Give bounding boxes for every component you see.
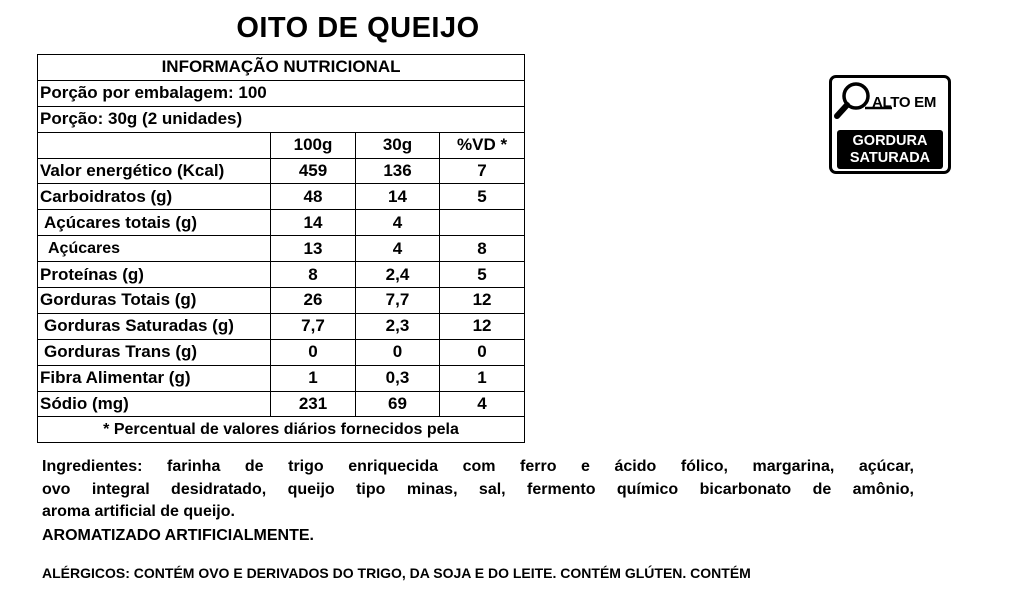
footnote-row: [38, 417, 525, 443]
row-value-vd: 5: [440, 184, 525, 210]
column-header-blank: [38, 132, 271, 158]
row-value-100g: 0: [271, 339, 356, 365]
row-label: Sódio (mg): [38, 391, 271, 417]
aromatizado-notice: AROMATIZADO ARTIFICIALMENTE.: [42, 527, 314, 544]
badge-top: [832, 78, 948, 128]
row-value-30g: 69: [356, 391, 440, 417]
table-row: [38, 236, 525, 262]
allergens-notice: ALÉRGICOS: CONTÉM OVO E DERIVADOS DO TRIGO, DA SOJA E DO LEITE. CONTÉM GLÚTEN. CONTÉM: [42, 565, 751, 581]
column-header-100g: 100g: [271, 132, 356, 158]
product-title: OITO DE QUEIJO: [236, 12, 480, 44]
row-value-vd: 0: [440, 339, 525, 365]
table-row: [38, 339, 525, 365]
column-header-vd: %VD *: [440, 132, 525, 158]
high-saturated-fat-badge: [829, 75, 951, 174]
row-value-vd: 12: [440, 288, 525, 314]
table-footnote: * Percentual de valores diários fornecidos pela: [38, 417, 525, 443]
table-row: [38, 288, 525, 314]
ingredients-line: Ingredientes: farinha de trigo enriquecida com ferro e ácido fólico, margarina, açúcar,: [42, 458, 914, 475]
table-row: [38, 391, 525, 417]
table-row: [38, 210, 525, 236]
row-value-100g: 13: [271, 236, 356, 262]
row-value-vd: 1: [440, 365, 525, 391]
row-label: Açúcares totais (g): [38, 210, 271, 236]
row-value-30g: 4: [356, 210, 440, 236]
row-value-100g: 8: [271, 262, 356, 288]
badge-bottom-line: GORDURA: [852, 133, 928, 149]
row-value-vd: 4: [440, 391, 525, 417]
table-header: INFORMAÇÃO NUTRICIONAL: [38, 55, 525, 81]
table-row: [38, 313, 525, 339]
badge-bottom-line: SATURADA: [849, 150, 931, 166]
row-value-30g: 14: [356, 184, 440, 210]
column-header-30g: 30g: [356, 132, 440, 158]
servings-per-package: Porção por embalagem: 100: [38, 80, 525, 106]
row-value-100g: 459: [271, 158, 356, 184]
row-label: Fibra Alimentar (g): [38, 365, 271, 391]
row-label: Proteínas (g): [38, 262, 271, 288]
row-label: Gorduras Saturadas (g): [38, 313, 271, 339]
row-label: Açúcares: [38, 236, 271, 262]
nutrition-table: [37, 54, 525, 443]
table-header-row: [38, 55, 525, 81]
ingredients-line: ovo integral desidratado, queijo tipo minas, sal, fermento químico bicarbonato de amônio,: [42, 480, 914, 498]
row-value-vd: 8: [440, 236, 525, 262]
table-row: [38, 184, 525, 210]
row-value-100g: 1: [271, 365, 356, 391]
row-value-vd: 7: [440, 158, 525, 184]
row-value-30g: 0: [356, 339, 440, 365]
row-value-30g: 136: [356, 158, 440, 184]
table-row: [38, 158, 525, 184]
row-value-30g: 7,7: [356, 288, 440, 314]
ingredients-line: aroma artificial de queijo.: [42, 503, 235, 520]
row-label: Gorduras Totais (g): [38, 288, 271, 314]
row-value-30g: 0,3: [356, 365, 440, 391]
badge-bottom: [837, 130, 943, 169]
row-value-30g: 2,3: [356, 313, 440, 339]
row-value-100g: 231: [271, 391, 356, 417]
row-label: Carboidratos (g): [38, 184, 271, 210]
row-value-vd: [440, 210, 525, 236]
row-value-30g: 2,4: [356, 262, 440, 288]
serving-size-row: [38, 106, 525, 132]
row-label: Gorduras Trans (g): [38, 339, 271, 365]
row-value-100g: 14: [271, 210, 356, 236]
table-row: [38, 365, 525, 391]
row-label: Valor energético (Kcal): [38, 158, 271, 184]
row-value-100g: 26: [271, 288, 356, 314]
ingredients-text: [42, 456, 914, 524]
badge-top-text: ALTO EM: [872, 94, 937, 111]
row-value-vd: 5: [440, 262, 525, 288]
row-value-vd: 12: [440, 313, 525, 339]
row-value-30g: 4: [356, 236, 440, 262]
row-value-100g: 7,7: [271, 313, 356, 339]
column-header-row: [38, 132, 525, 158]
serving-size: Porção: 30g (2 unidades): [38, 106, 525, 132]
servings-row: [38, 80, 525, 106]
table-row: [38, 262, 525, 288]
row-value-100g: 48: [271, 184, 356, 210]
